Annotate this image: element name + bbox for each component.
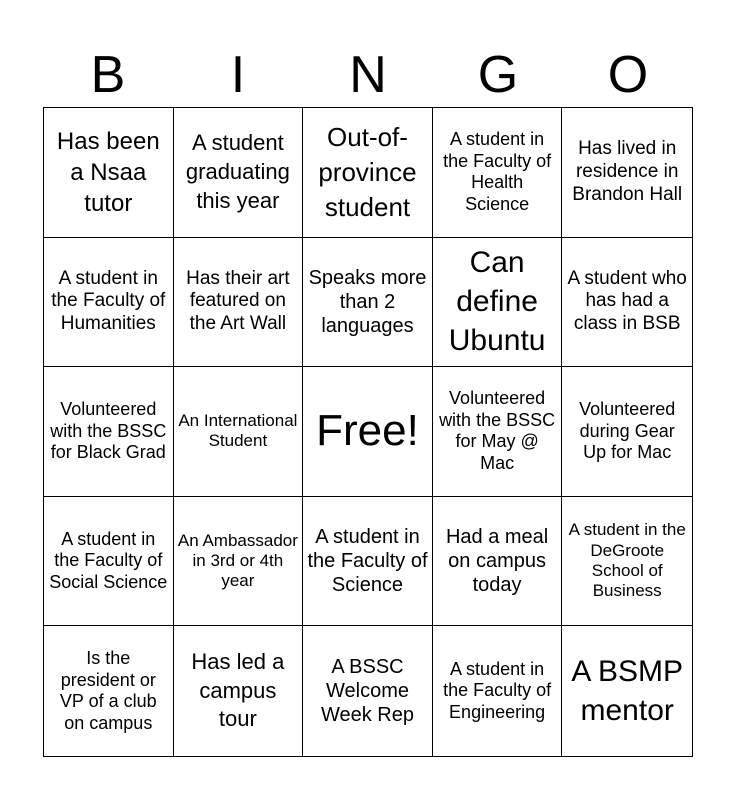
free-space-text: Free! <box>316 406 419 456</box>
bingo-cell[interactable] <box>174 367 304 497</box>
cell-text: A student who has had a class in BSB <box>567 267 687 335</box>
cell-text: A student in the DeGroote School of Business <box>568 520 686 601</box>
bingo-cell[interactable] <box>433 238 563 368</box>
bingo-cell[interactable] <box>174 108 304 238</box>
bingo-cell[interactable] <box>44 238 174 368</box>
cell-text: Has their art featured on the Art Wall <box>186 267 290 335</box>
bingo-cell[interactable] <box>174 626 304 756</box>
cell-text: Speaks more than 2 languages <box>308 266 427 337</box>
cell-text: Volunteered during Gear Up for Mac <box>579 399 676 463</box>
bingo-cell-free[interactable] <box>303 367 433 497</box>
bingo-cell[interactable] <box>174 238 304 368</box>
bingo-cell[interactable] <box>44 497 174 627</box>
bingo-cell[interactable] <box>433 367 563 497</box>
bingo-cell[interactable] <box>562 108 692 238</box>
cell-text: A BSMP mentor <box>571 655 684 728</box>
bingo-cell[interactable] <box>44 108 174 238</box>
bingo-cell[interactable] <box>44 626 174 756</box>
header-letter-i: I <box>230 46 246 104</box>
bingo-cell[interactable] <box>433 108 563 238</box>
bingo-cell[interactable] <box>562 497 692 627</box>
bingo-cell[interactable] <box>303 626 433 756</box>
cell-text: A student in the Faculty of Social Science <box>49 528 168 592</box>
bingo-cell[interactable] <box>303 497 433 627</box>
bingo-cell[interactable] <box>174 497 304 627</box>
cell-text: A student graduating this year <box>185 130 290 213</box>
header-letter-o: O <box>607 46 649 104</box>
header-letter-n: N <box>349 46 387 104</box>
cell-text: Volunteered with the BSSC for May @ Mac <box>439 388 556 474</box>
cell-text: A BSSC Welcome Week Rep <box>320 656 414 727</box>
cell-text: Has lived in residence in Brandon Hall <box>572 138 683 205</box>
header-letter-g: G <box>477 46 519 104</box>
bingo-cell[interactable] <box>562 626 692 756</box>
cell-text: A student in the Faculty of Health Science <box>443 129 552 214</box>
bingo-board <box>43 107 693 757</box>
bingo-cell[interactable] <box>44 367 174 497</box>
bingo-cell[interactable] <box>303 108 433 238</box>
bingo-cell[interactable] <box>433 497 563 627</box>
bingo-cell[interactable] <box>303 238 433 368</box>
cell-text: Volunteered with the BSSC for Black Grad <box>50 399 167 463</box>
cell-text: A student in the Faculty of Engineering <box>443 658 552 722</box>
cell-text: Has led a campus tour <box>191 649 285 732</box>
header-letter-b: B <box>90 46 126 104</box>
cell-text: An International Student <box>178 411 298 451</box>
bingo-cell[interactable] <box>562 367 692 497</box>
cell-text: A student in the Faculty of Humanities <box>51 267 166 335</box>
cell-text: A student in the Faculty of Science <box>307 526 428 597</box>
bingo-cell[interactable] <box>562 238 692 368</box>
bingo-cell[interactable] <box>433 626 563 756</box>
cell-text: Has been a Nsaa tutor <box>56 127 160 217</box>
bingo-header <box>43 42 693 108</box>
cell-text: Out-of-province student <box>318 121 417 222</box>
cell-text: An Ambassador in 3rd or 4th year <box>177 530 298 591</box>
cell-text: Is the president or VP of a club on campus <box>59 648 157 733</box>
cell-text: Can define Ubuntu <box>448 246 546 358</box>
cell-text: Had a meal on campus today <box>445 526 549 597</box>
